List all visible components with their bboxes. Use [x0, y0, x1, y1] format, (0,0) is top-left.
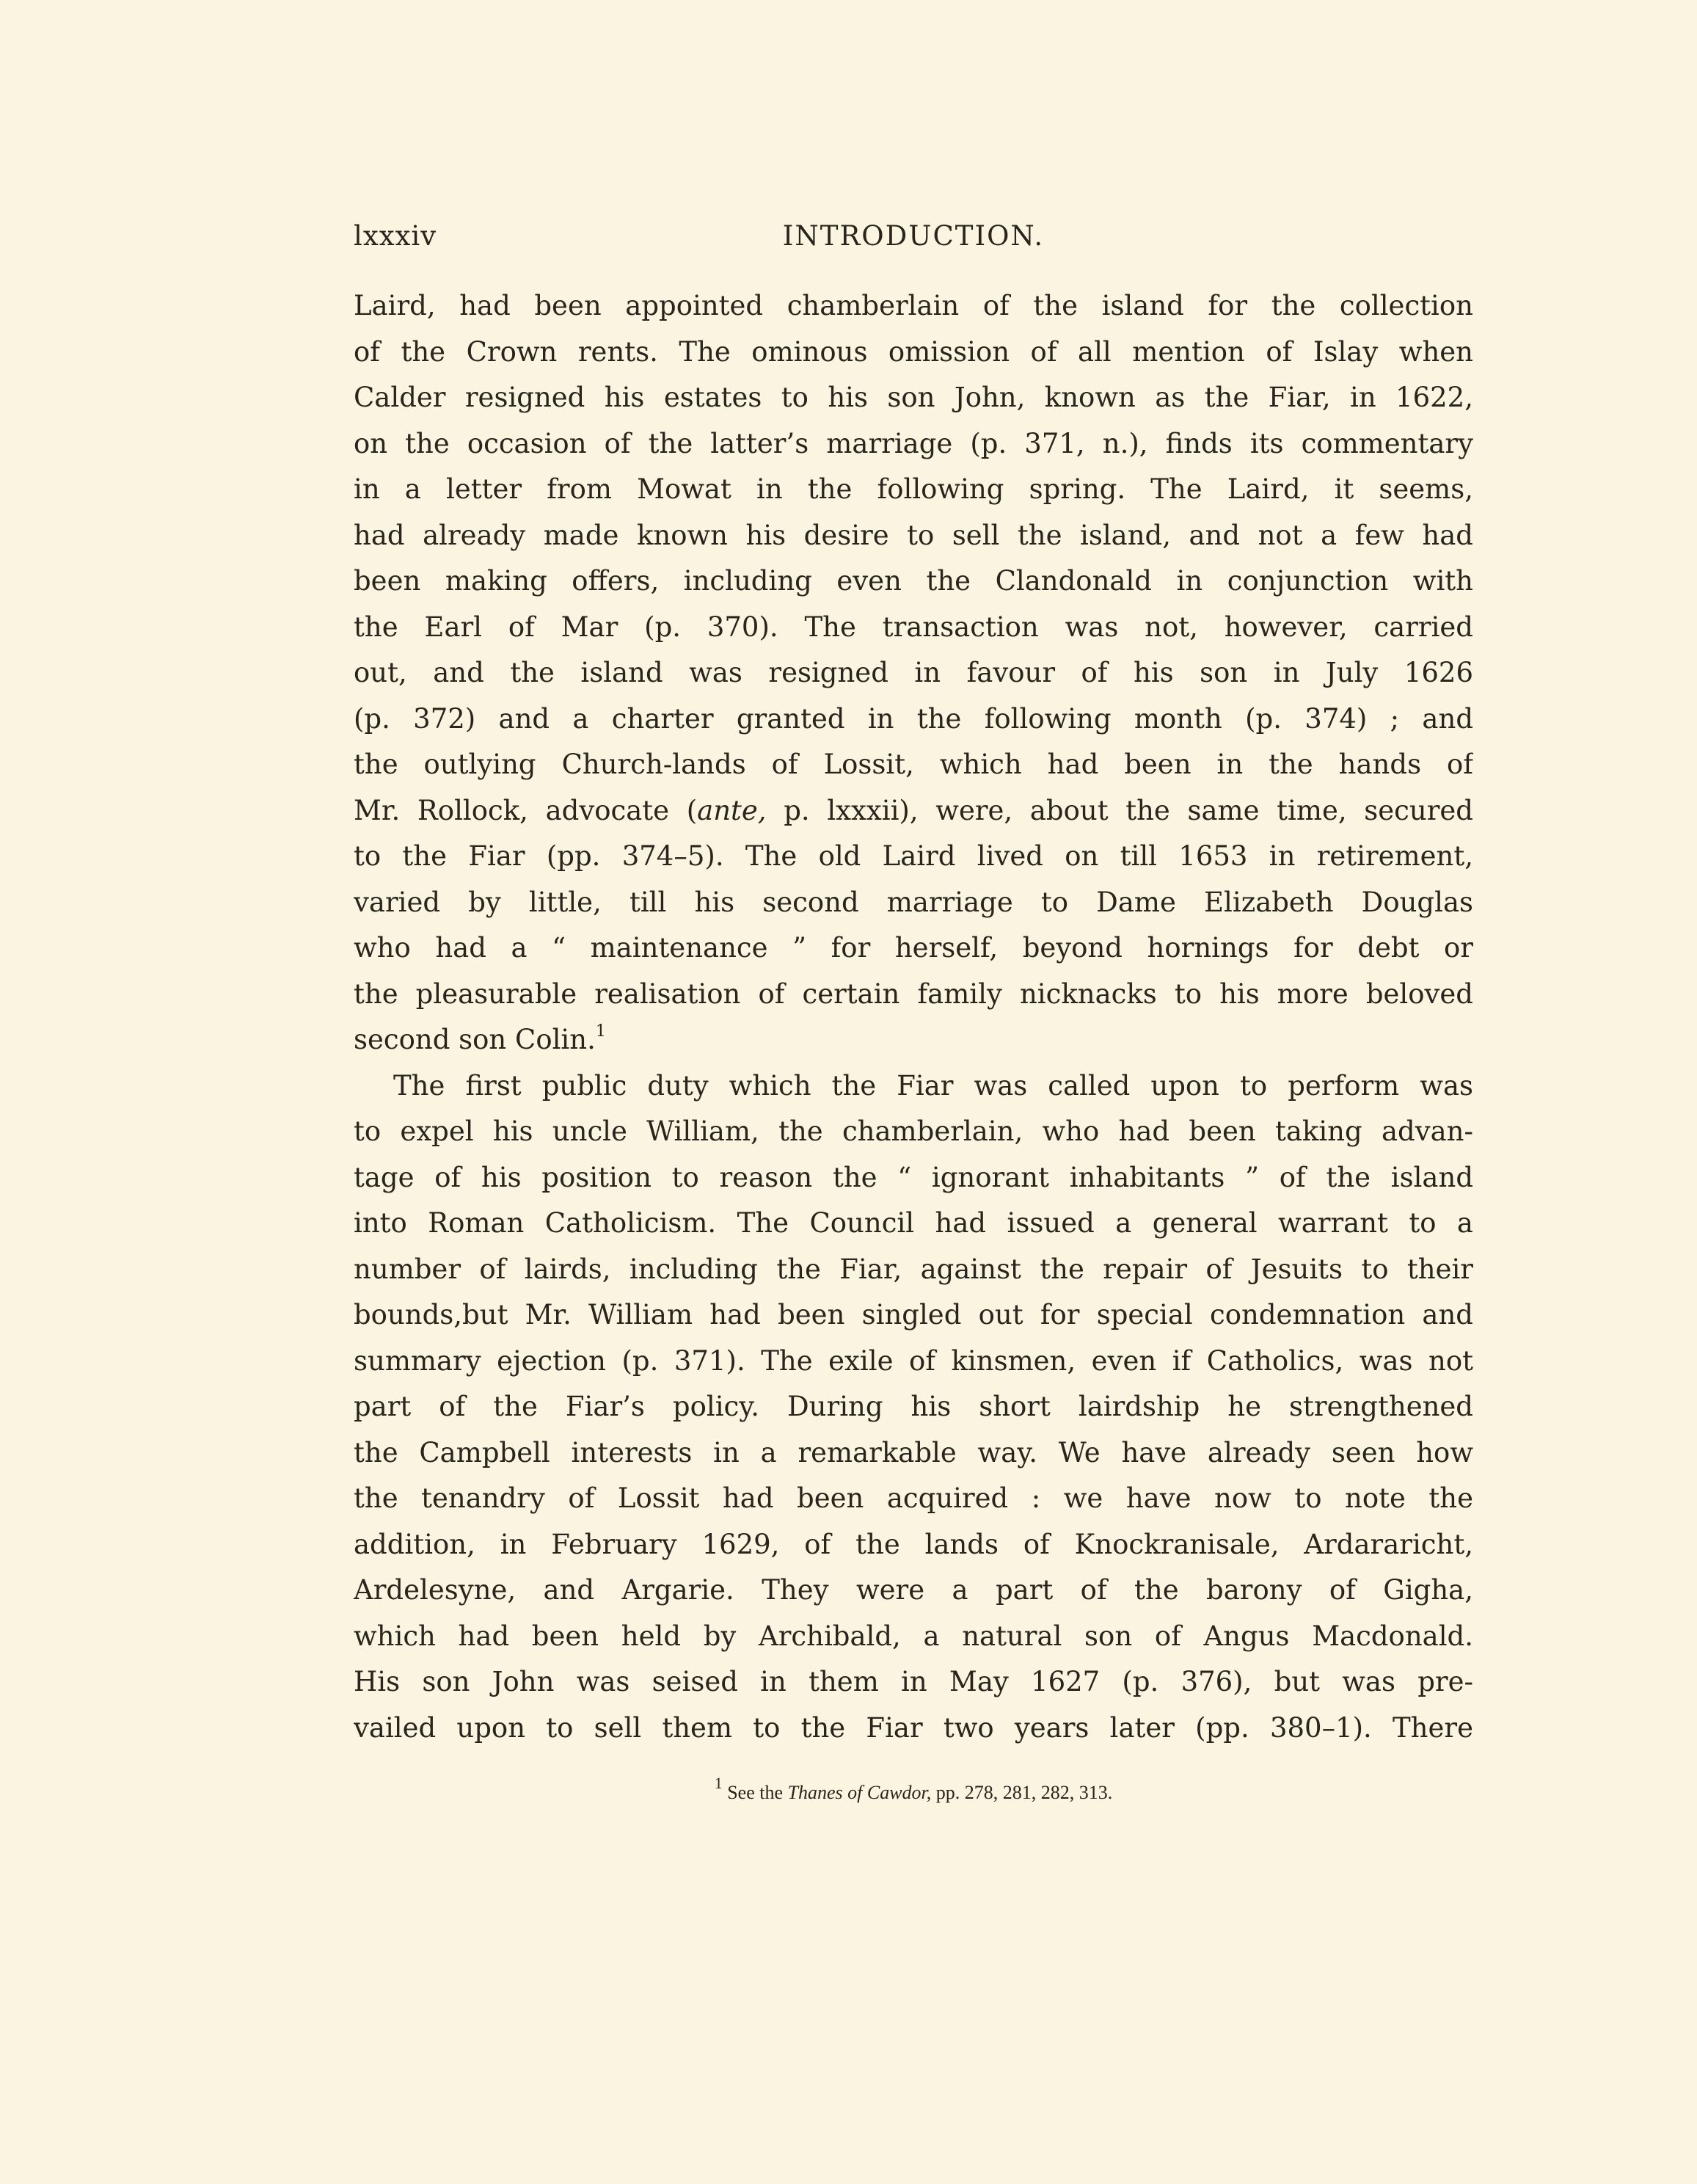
footnote-pages: pp. 278, 281, 282, 313.	[931, 1782, 1113, 1803]
running-head	[354, 214, 1473, 258]
text-segment: second son Colin.	[354, 1024, 596, 1055]
page-number: lxxxiv	[354, 220, 437, 252]
text-line: part of the Fiar’s policy. During his short lairdship he strengthened	[354, 1391, 1473, 1422]
text-line: the Campbell interests in a remarkable way. We have already seen how	[354, 1436, 1473, 1468]
text-line: (p. 372) and a charter granted in the following month (p. 374) ; and	[354, 702, 1473, 735]
text-line: in a letter from Mowat in the following spring. The Laird, it seems,	[354, 473, 1473, 505]
text-line: bounds,but Mr. William had been singled out for special condemnation and	[354, 1299, 1473, 1331]
text-line: had already made known his desire to sell the island, and not a few had	[354, 519, 1473, 551]
text-line: to the Fiar (pp. 374–5). The old Laird lived on till 1653 in retirement,	[354, 840, 1473, 872]
text-line: into Roman Catholicism. The Council had issued a general warrant to a	[354, 1207, 1473, 1239]
text-line: Ardelesyne, and Argarie. They were a part of the barony of Gigha,	[354, 1574, 1473, 1606]
text-line: His son John was seised in them in May 1627 (p. 376), but was pre-	[354, 1666, 1473, 1697]
text-line: the Earl of Mar (p. 370). The transaction was not, however, carried	[354, 611, 1473, 643]
running-title: INTRODUCTION.	[782, 220, 1045, 252]
text-line: number of lairds, including the Fiar, against the repair of Jesuits to their	[354, 1253, 1473, 1285]
italic-text: ante,	[697, 794, 767, 826]
text-segment: p. lxxxii), were, about the same time, secured	[766, 794, 1473, 826]
footnote-marker: 1	[714, 1774, 723, 1793]
footnote-reference[interactable]: 1	[595, 1022, 606, 1041]
text-segment: Mr. Rollock, advocate (	[354, 794, 698, 826]
text-line: who had a “ maintenance ” for herself, beyond hornings for debt or	[354, 932, 1473, 964]
text-line	[354, 788, 1473, 834]
text-line: of the Crown rents. The ominous omission of all mention of Islay when	[354, 335, 1473, 368]
text-line: addition, in February 1629, of the lands of Knockranisale, Ardararicht,	[354, 1528, 1473, 1560]
text-line: vailed upon to sell them to the Fiar two years later (pp. 380–1). There	[354, 1711, 1473, 1744]
text-line: varied by little, till his second marriage to Dame Elizabeth Douglas	[354, 886, 1473, 918]
footnote-italic-title: Thanes of Cawdor,	[787, 1782, 932, 1803]
text-line: out, and the island was resigned in favour of his son in July 1626	[354, 657, 1473, 688]
text-line: Laird, had been appointed chamberlain of the island for the collection	[354, 290, 1473, 321]
text-line: tage of his position to reason the “ ignorant inhabitants ” of the island	[354, 1161, 1473, 1193]
text-line: summary ejection (p. 371). The exile of kinsmen, even if Catholics, was not	[354, 1344, 1473, 1377]
text-line: the tenandry of Lossit had been acquired : we have now to note the	[354, 1482, 1473, 1514]
text-line: to expel his uncle William, the chamberlain, who had been taking advan-	[354, 1115, 1473, 1147]
text-line: which had been held by Archibald, a natural son of Angus Macdonald.	[354, 1620, 1473, 1652]
paragraph-first-line: The first public duty which the Fiar was called upon to perform was	[393, 1069, 1473, 1102]
footnote	[354, 1774, 1473, 1808]
text-line: on the occasion of the latter’s marriage (p. 371, n.), finds its commentary	[354, 427, 1473, 459]
text-line: the pleasurable realisation of certain family nicknacks to his more beloved	[354, 978, 1473, 1010]
text-line: the outlying Church-lands of Lossit, which had been in the hands of	[354, 749, 1473, 780]
text-line	[354, 1017, 1473, 1063]
body-text	[354, 283, 1473, 1751]
footnote-text: See the	[722, 1782, 788, 1803]
text-line: been making offers, including even the Clandonald in conjunction with	[354, 565, 1473, 597]
text-line: Calder resigned his estates to his son John, known as the Fiar, in 1622,	[354, 382, 1473, 413]
